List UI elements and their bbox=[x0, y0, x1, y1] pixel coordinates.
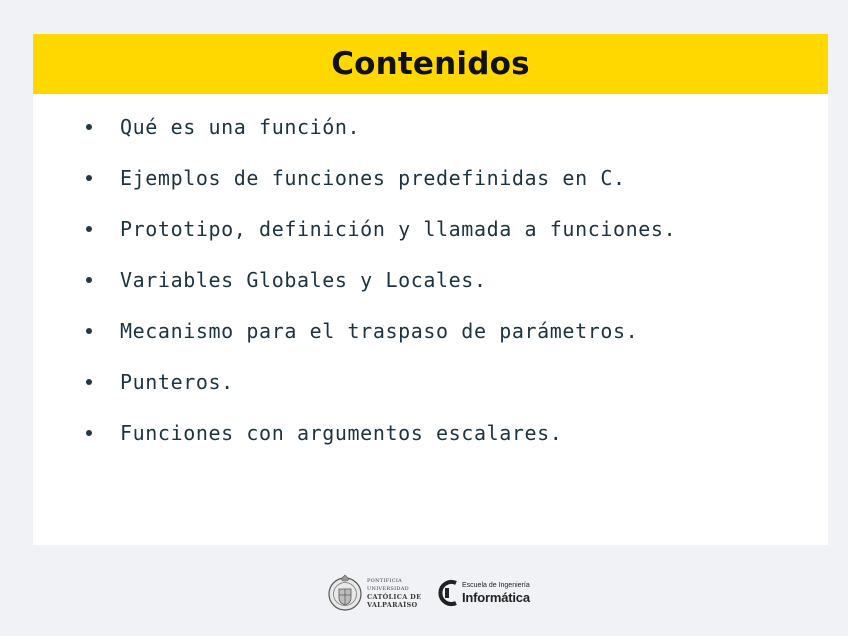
bullet-item bbox=[33, 370, 828, 421]
bullet-text: Prototipo, definición y llamada a funciones. bbox=[120, 217, 677, 241]
eii-logo-line2: Informática bbox=[462, 590, 530, 605]
university-seal-icon bbox=[327, 573, 363, 613]
uc-logo-line1: PONTIFICIA bbox=[367, 578, 403, 584]
uc-logo-line4: VALPARAÍSO bbox=[367, 601, 418, 609]
bullet-text: Qué es una función. bbox=[120, 115, 361, 139]
bullet-item bbox=[33, 115, 828, 166]
bullet-item bbox=[33, 217, 828, 268]
bullet-dot-icon bbox=[86, 226, 92, 232]
eii-logo-line1: Escuela de Ingeniería bbox=[462, 582, 530, 589]
eii-logo-text bbox=[462, 581, 530, 605]
uc-logo-text bbox=[367, 577, 421, 609]
c-monogram-icon bbox=[437, 579, 459, 607]
bullet-dot-icon bbox=[86, 277, 92, 283]
bullet-dot-icon bbox=[86, 175, 92, 181]
eii-logo bbox=[437, 579, 530, 607]
footer bbox=[0, 566, 848, 626]
bullet-item bbox=[33, 421, 828, 472]
bullet-list bbox=[33, 115, 828, 472]
bullet-item bbox=[33, 268, 828, 319]
bullet-dot-icon bbox=[86, 430, 92, 436]
bullet-item bbox=[33, 319, 828, 370]
bullet-dot-icon bbox=[86, 124, 92, 130]
uc-logo-line3: CATÓLICA DE bbox=[367, 593, 422, 601]
bullet-text: Funciones con argumentos escalares. bbox=[120, 421, 563, 445]
bullet-text: Mecanismo para el traspaso de parámetros. bbox=[120, 319, 639, 343]
bullet-dot-icon bbox=[86, 328, 92, 334]
title-bar bbox=[33, 34, 828, 94]
bullet-text: Punteros. bbox=[120, 370, 234, 394]
slide-title: Contenidos bbox=[331, 46, 530, 82]
uc-logo-line2: UNIVERSIDAD bbox=[367, 586, 409, 592]
bullet-item bbox=[33, 166, 828, 217]
bullet-text: Variables Globales y Locales. bbox=[120, 268, 487, 292]
bullet-text: Ejemplos de funciones predefinidas en C. bbox=[120, 166, 626, 190]
bullet-dot-icon bbox=[86, 379, 92, 385]
slide bbox=[33, 34, 828, 545]
uc-logo bbox=[327, 573, 421, 613]
